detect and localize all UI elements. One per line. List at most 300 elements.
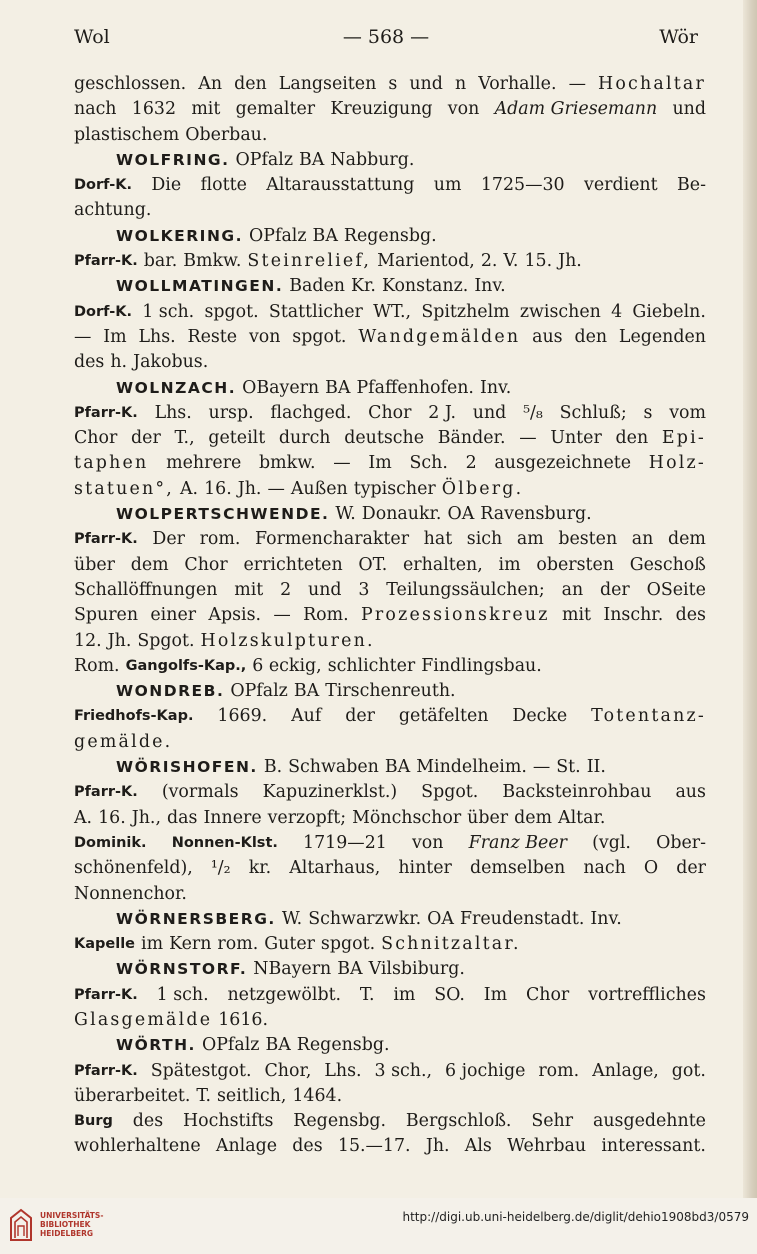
word: Wandgemälden [358, 326, 521, 347]
word: OT. [358, 554, 388, 575]
word: V. [503, 251, 519, 272]
text-line [74, 1033, 706, 1058]
word: verdient [584, 175, 658, 196]
building-label: Pfarr-K. [74, 784, 138, 801]
word: gemälde. [74, 731, 173, 752]
word: mit [234, 579, 264, 600]
text-line [74, 755, 706, 780]
word: nach [74, 99, 117, 120]
building-label: Dorf-K. [74, 177, 132, 194]
word: besten [558, 529, 618, 550]
building-label: Kapelle [74, 936, 136, 953]
place-heading: WÖRNSTORF. [116, 960, 248, 979]
word: spgot. [320, 934, 376, 955]
word: dem [667, 529, 706, 550]
word: Unter [550, 428, 602, 449]
text-line [74, 730, 706, 755]
word: — [267, 478, 285, 499]
word: OA [427, 908, 454, 929]
word: Bmkw. [183, 251, 242, 272]
word: taphen [74, 453, 149, 474]
word: einer [150, 605, 197, 626]
word: Hochstifts [183, 1111, 274, 1132]
text-line [74, 123, 706, 148]
word: im [393, 984, 416, 1005]
footer-bar [0, 1198, 757, 1254]
building-label: Pfarr-K. [74, 253, 138, 270]
word: Guter [264, 934, 315, 955]
word: demselben [469, 858, 566, 879]
text-line [74, 679, 706, 704]
word: den [574, 326, 608, 347]
body-text [74, 72, 706, 1160]
word: Spätestgot. [150, 1060, 252, 1081]
word: Holz- [648, 453, 706, 474]
word: geschlossen. [74, 74, 187, 94]
text-line [74, 72, 706, 97]
word: wohlerhaltene [74, 1136, 201, 1157]
word: von [248, 326, 281, 347]
word: mit [561, 605, 592, 626]
library-logo-icon [8, 1208, 34, 1242]
text-line [74, 578, 706, 603]
word: um [433, 175, 462, 196]
word: Schnitzaltar. [381, 934, 521, 955]
word: Inv. [590, 908, 622, 929]
word: Kern [169, 934, 212, 955]
running-header [74, 26, 698, 56]
building-label: Pfarr-K. [74, 1062, 138, 1079]
word: Chor, [264, 1060, 312, 1081]
word: dem [514, 807, 553, 828]
word: vom [669, 402, 706, 423]
word: 1719—21 [303, 832, 387, 853]
word: Spgot. [421, 782, 479, 803]
word: den [615, 428, 649, 449]
text-line [74, 300, 706, 325]
word: 6 jochige [445, 1060, 526, 1081]
word: 2 J. [428, 402, 456, 423]
word: Außen [290, 478, 348, 499]
word: BA [312, 225, 338, 246]
word: OPfalz [201, 1035, 260, 1056]
word: Schluß; [559, 402, 627, 423]
word: Konstanz. [381, 276, 469, 297]
word: OPfalz [235, 149, 294, 170]
word: Schwarzwkr. [308, 908, 422, 929]
word: Jakobus. [133, 352, 209, 373]
word: OBayern [242, 377, 320, 398]
place-heading: WOLKERING. [116, 226, 244, 245]
text-line [74, 780, 706, 805]
text-line [74, 1008, 706, 1033]
word: Baden [289, 276, 346, 297]
word: flotte [200, 175, 247, 196]
word: gemalter [235, 99, 316, 120]
word: (vgl. [592, 832, 631, 853]
word: rom. [538, 1060, 580, 1081]
text-line [74, 148, 706, 173]
word: OSeite [646, 579, 706, 600]
text-line [74, 1059, 706, 1084]
word: seitlich, [216, 1085, 287, 1106]
word: Der [152, 529, 185, 550]
word: Im [483, 984, 508, 1005]
word: Wehrbau [507, 1136, 587, 1157]
word: rom. [217, 934, 259, 955]
word: Glasgemälde [74, 1009, 213, 1030]
text-line [74, 527, 706, 552]
word: an [631, 529, 654, 550]
place-heading: WONDREB. [116, 682, 225, 701]
word: — [273, 605, 291, 626]
word: NBayern [253, 959, 332, 980]
word: der [600, 579, 630, 600]
word: Im [103, 326, 127, 347]
word: Schallöffnungen [74, 579, 218, 600]
word: Chor [368, 402, 412, 423]
word: Chor [184, 554, 228, 575]
word: Decke [512, 706, 568, 727]
word: — [519, 428, 537, 449]
word: Mönchschor [352, 807, 462, 828]
word: hinter [398, 858, 452, 879]
word: mehrere [166, 453, 242, 474]
word: 6 eckig, [252, 655, 322, 676]
word: Freudenstadt. [459, 908, 585, 929]
text-line [74, 502, 706, 527]
word: Spitzhelm [421, 301, 510, 322]
text-line [74, 907, 706, 932]
word: 3 sch., [374, 1060, 433, 1081]
word: Ölberg. [441, 478, 524, 499]
word: Altarhaus, [289, 858, 381, 879]
word: und [472, 402, 507, 423]
word: mit [191, 99, 221, 120]
word: spgot. [204, 301, 259, 322]
text-line [74, 1109, 706, 1134]
word: des [74, 352, 105, 373]
word: BA [325, 377, 351, 398]
word: Oberbau. [185, 124, 268, 145]
word: achtung. [74, 200, 152, 221]
word: Be- [677, 175, 706, 196]
word: Jh. [107, 630, 132, 651]
word: Chor [74, 428, 118, 449]
text-line [74, 856, 706, 881]
word: und [672, 99, 706, 120]
word: Im [368, 453, 392, 474]
word: Lhs. [154, 402, 192, 423]
word: der [131, 428, 161, 449]
word: Sehr [531, 1111, 574, 1132]
word: SO. [434, 984, 465, 1005]
text-line [74, 553, 706, 578]
word: Hochaltar [598, 74, 706, 94]
word: Spgot. [137, 630, 195, 651]
word: aus [532, 326, 563, 347]
word: Anlage, [592, 1060, 659, 1081]
word: W. [281, 908, 303, 929]
word: Jh. [237, 478, 262, 499]
word: Pfaffenhofen. [356, 377, 474, 398]
word: Totentanz- [591, 706, 706, 727]
text-line [74, 274, 706, 299]
word: OA [447, 504, 475, 525]
word: spgot. [292, 326, 347, 347]
source-url-link[interactable]: http://digi.ub.uni-heidelberg.de/diglit/dehio1908bd3/0579 [402, 1210, 749, 1224]
text-line [74, 350, 706, 375]
word: Altar. [558, 807, 606, 828]
building-label: Burg [74, 1113, 113, 1130]
word: Rom. [74, 655, 120, 676]
word: Legenden [618, 326, 706, 347]
word: Langseiten [278, 74, 377, 94]
word: 15. [524, 251, 553, 272]
word: getäfelten [398, 706, 489, 727]
word: des [292, 1136, 323, 1157]
word: plastischem [74, 124, 180, 145]
word: Schwaben [288, 757, 379, 778]
word: im [498, 554, 521, 575]
building-label: Nonnen-Klst. [171, 834, 278, 851]
word: Holzskulpturen. [200, 630, 375, 651]
word: hat [423, 529, 453, 550]
word: des [675, 605, 706, 626]
library-name-line: UNIVERSITÄTS- [40, 1211, 104, 1220]
word: Altarausstattung [266, 175, 415, 196]
word: obersten [536, 554, 614, 575]
word: Steinrelief, [247, 251, 372, 272]
word: Regensbg. [296, 1035, 390, 1056]
word: nach [583, 858, 626, 879]
word: O [643, 858, 659, 879]
word: Teilungssäulchen; [386, 579, 545, 600]
building-label: Pfarr-K. [74, 986, 138, 1003]
building-label: Friedhofs-Kap. [74, 708, 194, 725]
text-line [74, 401, 706, 426]
text-line [74, 704, 706, 729]
word: von [411, 832, 444, 853]
place-heading: WÖRNERSBERG. [116, 909, 276, 928]
word: der [676, 858, 706, 879]
word: — [333, 453, 351, 474]
word: den [234, 74, 267, 94]
text-line [74, 477, 706, 502]
word: Tirschenreuth. [325, 681, 456, 702]
text-line [74, 224, 706, 249]
word: geteilt [208, 428, 266, 449]
word: — [74, 326, 92, 347]
word: Nonnenchor. [74, 883, 187, 904]
word: 1 sch. [142, 301, 195, 322]
header-right: Wör [659, 26, 698, 48]
word: Bergschloß. [405, 1111, 512, 1132]
word: Franz Beer [468, 832, 567, 853]
word: B. [263, 757, 283, 778]
word: Marientod, [377, 251, 475, 272]
text-line [74, 198, 706, 223]
word: WT., [373, 301, 412, 322]
text-line [74, 882, 706, 907]
word: ¹/₂ [210, 858, 231, 879]
word: Rom. [303, 605, 349, 626]
place-heading: WOLPERTSCHWENDE. [116, 505, 330, 524]
word: 3 [358, 579, 370, 600]
word: 1464. [292, 1085, 343, 1106]
word: durch [278, 428, 331, 449]
word: vortreffliches [588, 984, 706, 1005]
word: BA [337, 959, 363, 980]
word: deutsche [344, 428, 425, 449]
text-line [74, 1084, 706, 1109]
building-label: Pfarr-K. [74, 531, 138, 548]
word: aus [675, 782, 706, 803]
word: an [561, 579, 584, 600]
word: Regensbg. [343, 225, 437, 246]
word: bar. [143, 251, 178, 272]
text-line [74, 426, 706, 451]
page-number: — 568 — [342, 26, 430, 48]
word: Die [151, 175, 182, 196]
word: Jh., [131, 807, 161, 828]
word: erhalten, [403, 554, 483, 575]
text-line [74, 654, 706, 679]
word: das [167, 807, 198, 828]
word: ursp. [208, 402, 254, 423]
word: Chor [525, 984, 570, 1005]
word: 16. [98, 807, 126, 828]
word: s [643, 402, 653, 423]
word: ausgezeichnete [494, 453, 632, 474]
word: Lhs. [324, 1060, 362, 1081]
word: W. [335, 504, 356, 525]
word: BA [265, 1035, 291, 1056]
word: 4 [611, 301, 623, 322]
word: und [409, 74, 443, 94]
word: Vilsbiburg. [368, 959, 465, 980]
word: OPfalz [230, 681, 288, 702]
word: 1616. [218, 1009, 269, 1030]
word: — [568, 74, 586, 94]
text-line [74, 629, 706, 654]
word: Reste [187, 326, 238, 347]
word: 2. [480, 251, 498, 272]
place-heading: WÖRISHOFEN. [116, 758, 258, 777]
word: Innere [203, 807, 262, 828]
text-line [74, 376, 706, 401]
word: Mindelheim. [416, 757, 527, 778]
word: Lhs. [138, 326, 176, 347]
word: Inv. [474, 276, 506, 297]
word: Kapuzinerklst.) [262, 782, 398, 803]
word: Jh. [425, 1136, 450, 1157]
word: Prozessionskreuz [361, 605, 550, 626]
word: Anlage [215, 1136, 278, 1157]
word: 12. [74, 630, 102, 651]
word: Ravensburg. [480, 504, 592, 525]
text-line [74, 97, 706, 122]
word: über [467, 807, 509, 828]
word: und [308, 579, 342, 600]
library-name-line: BIBLIOTHEK [40, 1220, 91, 1229]
word: Bänder. [437, 428, 506, 449]
library-name [40, 1211, 103, 1238]
word: n [454, 74, 467, 94]
word: verzopft; [267, 807, 347, 828]
word: An [198, 74, 223, 94]
word: Kr. [351, 276, 376, 297]
word: Epi- [661, 428, 706, 449]
word: Auf [291, 706, 322, 727]
word: Regensbg. [293, 1111, 387, 1132]
word: 15.—17. [337, 1136, 411, 1157]
text-line [74, 451, 706, 476]
word: im [141, 934, 164, 955]
word: am [516, 529, 544, 550]
word: Inv. [479, 377, 512, 398]
word: Apsis. [208, 605, 262, 626]
text-line [74, 932, 706, 957]
word: Jh. [558, 251, 582, 272]
building-label: Gangolfs-Kap., [125, 657, 247, 674]
place-heading: WÖRTH. [116, 1036, 196, 1055]
word: schlichter [327, 655, 416, 676]
text-line [74, 1134, 706, 1159]
text-line [74, 603, 706, 628]
place-heading: WOLLMATINGEN. [116, 277, 284, 296]
word: netzgewölbt. [227, 984, 342, 1005]
building-label: Dominik. [74, 834, 147, 851]
word: Sch. [409, 453, 448, 474]
place-heading: WOLNZACH. [116, 378, 237, 397]
word: h. [110, 352, 128, 373]
word: Geschoß [629, 554, 706, 575]
word: Vorhalle. [478, 74, 557, 94]
word: St. [556, 757, 581, 778]
word: 2 [280, 579, 292, 600]
text-line [74, 831, 706, 856]
word: BA [293, 681, 320, 702]
word: interessant. [601, 1136, 706, 1157]
word: Als [464, 1136, 492, 1157]
text-line [74, 173, 706, 198]
word: rom. [199, 529, 241, 550]
word: flachged. [270, 402, 352, 423]
word: statuen°, [74, 478, 174, 499]
word: der [345, 706, 375, 727]
word: zwischen [519, 301, 601, 322]
library-name-line: HEIDELBERG [40, 1229, 94, 1238]
word: überarbeitet. [74, 1085, 191, 1106]
word: 16. [204, 478, 232, 499]
word: Ober- [656, 832, 706, 853]
place-heading: WOLFRING. [116, 150, 230, 169]
word: s [388, 74, 398, 94]
word: bmkw. [259, 453, 316, 474]
word: OPfalz [249, 225, 307, 246]
word: A. [74, 807, 93, 828]
word: 1 sch. [156, 984, 209, 1005]
word: — [532, 757, 551, 778]
word: got. [671, 1060, 706, 1081]
word: 1669. [217, 706, 268, 727]
word: II. [586, 757, 606, 778]
header-left: Wol [74, 26, 110, 48]
word: Donaukr. [361, 504, 442, 525]
word: BA [384, 757, 411, 778]
word: Inschr. [603, 605, 664, 626]
